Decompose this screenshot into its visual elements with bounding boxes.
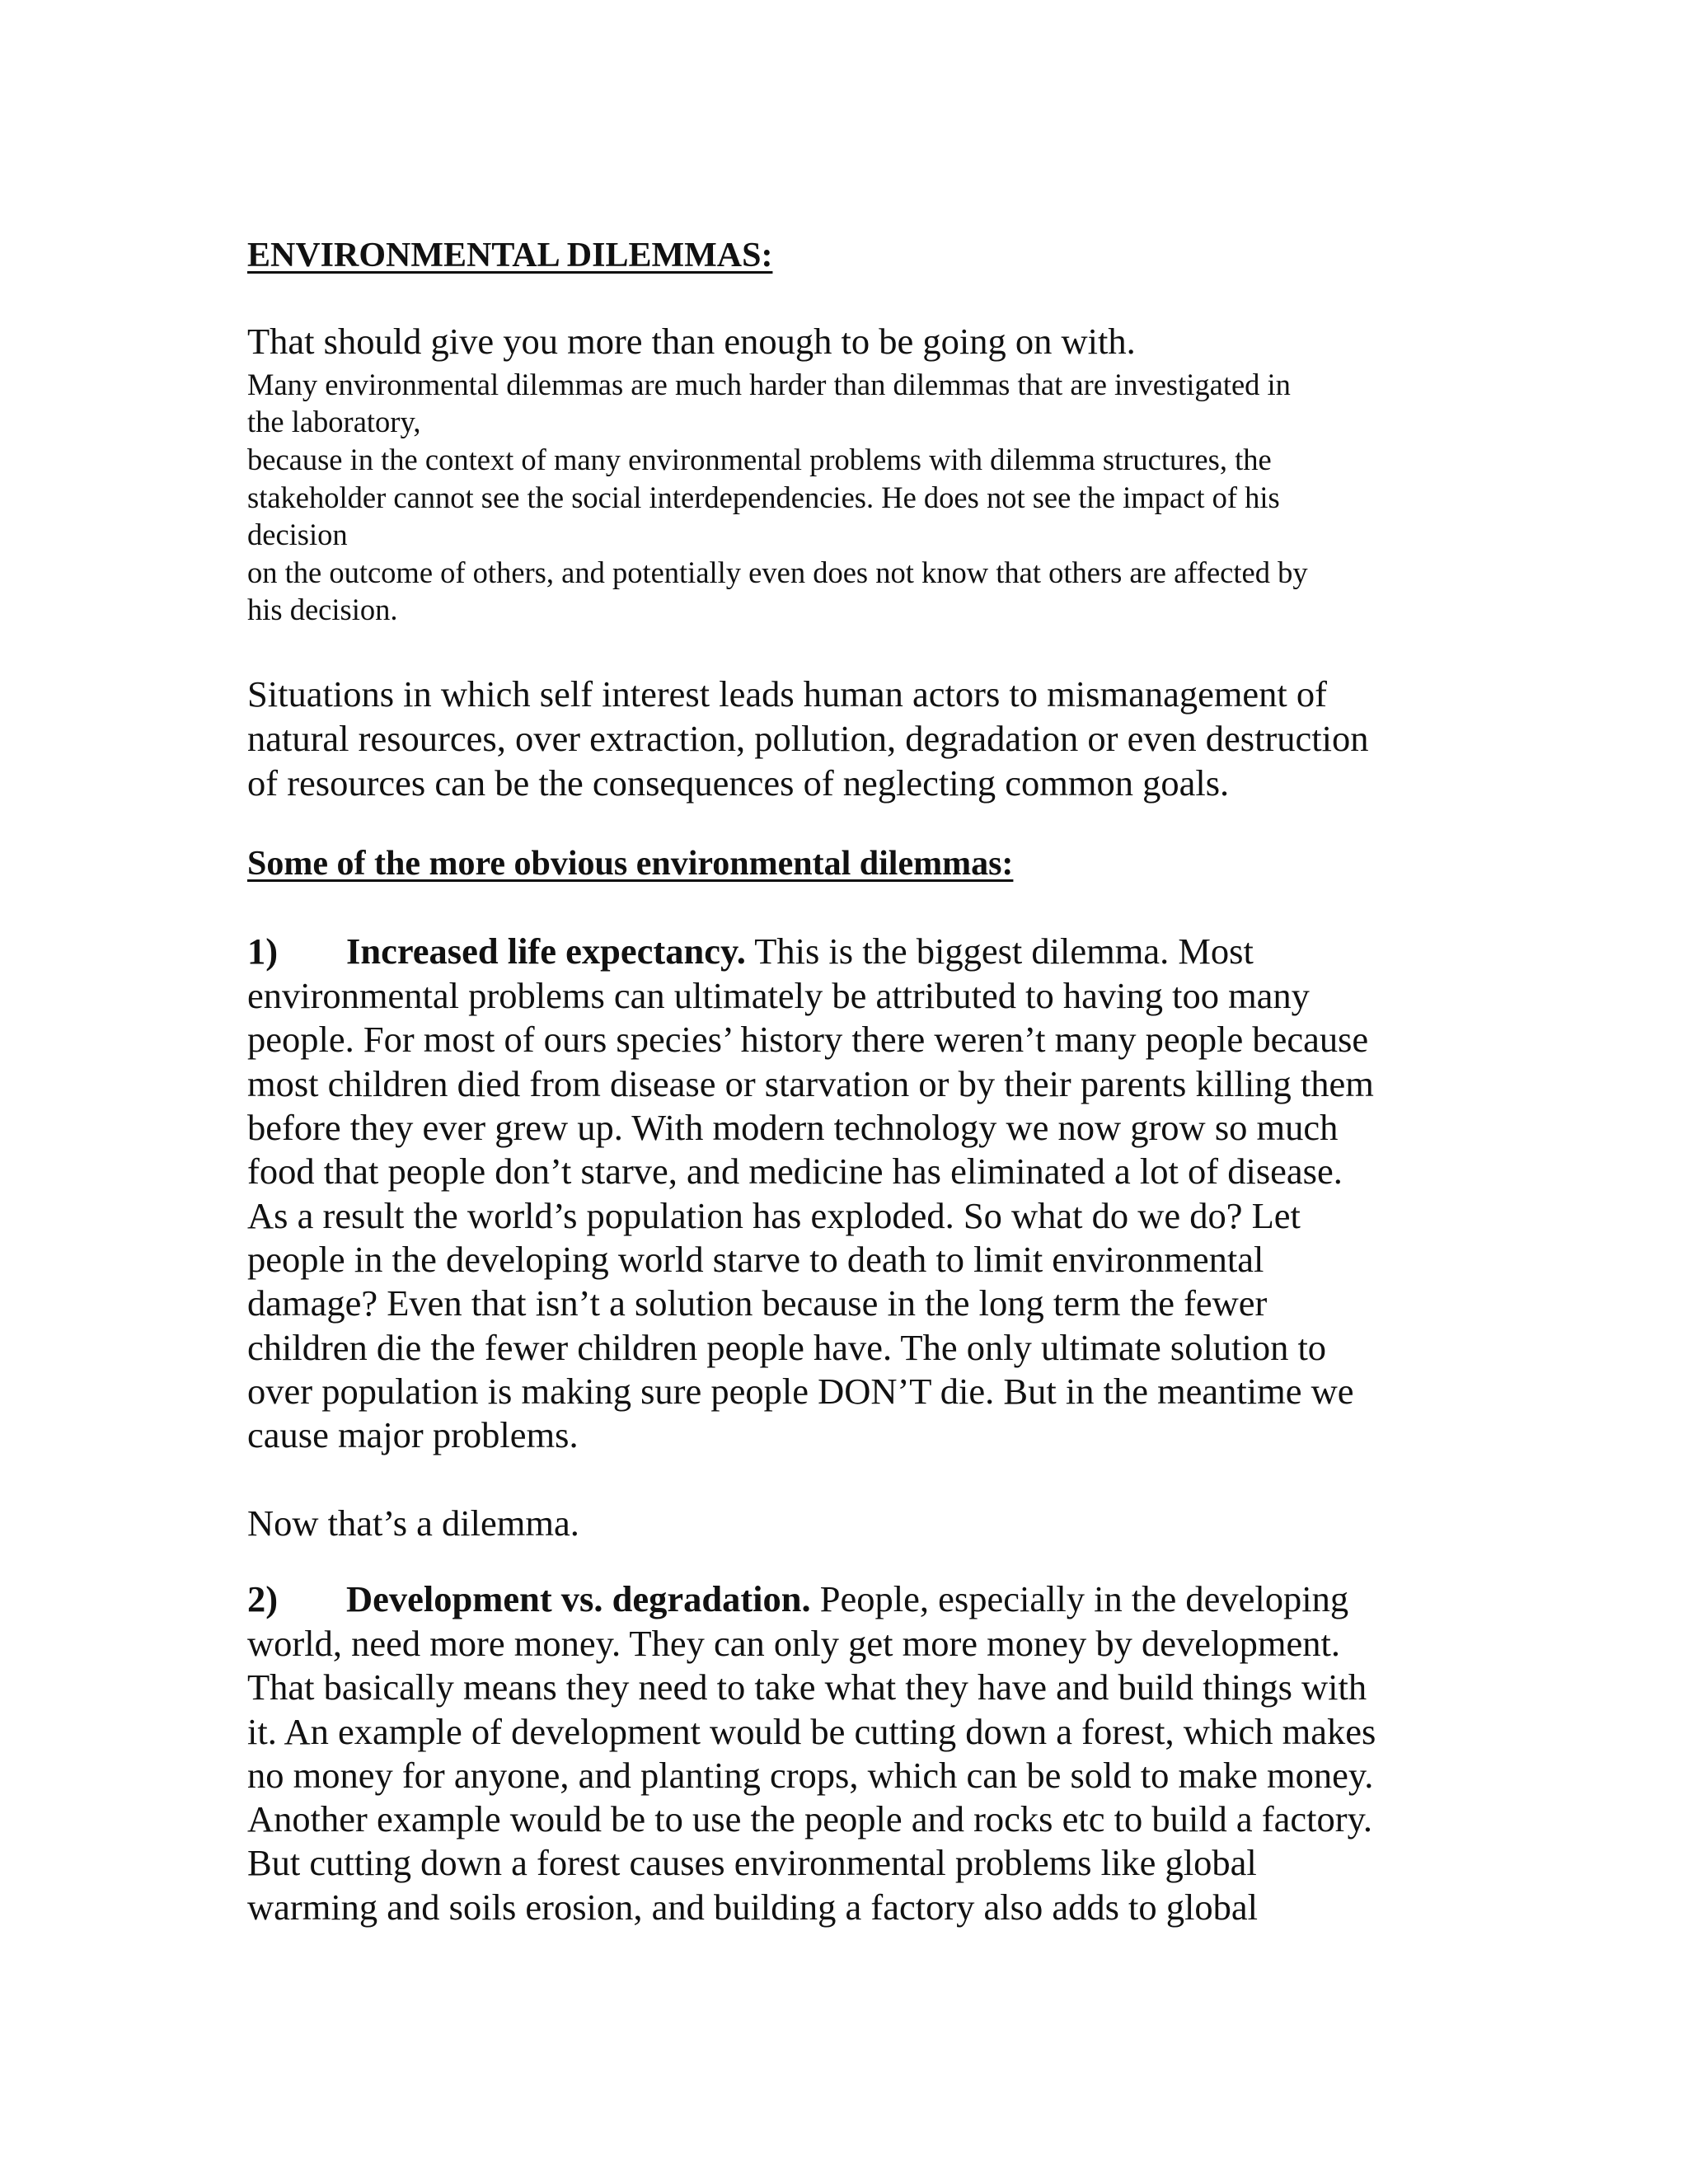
item-2-line: it. An example of development would be cutting down a forest, which makes [247, 1711, 1376, 1752]
item-1-line: cause major problems. [247, 1414, 579, 1455]
item-1-lead: Increased life expectancy. [346, 930, 746, 972]
item-1-first-line [247, 930, 1254, 972]
item-1-first-line-rest: This is the biggest dilemma. Most [745, 930, 1254, 972]
item-2-lead: Development vs. degradation. [346, 1578, 811, 1619]
intro-text-line: Many environmental dilemmas are much harder than dilemmas that are investigated in [247, 368, 1291, 401]
item-1-line: children die the fewer children people have. The only ultimate solution to [247, 1327, 1327, 1368]
item-1-line: over population is making sure people DON’T die. But in the meantime we [247, 1371, 1354, 1412]
item-1-line: people in the developing world starve to death to limit environmental [247, 1239, 1264, 1280]
situations-line: Situations in which self interest leads human actors to mismanagement of [247, 673, 1327, 715]
item-1-line: food that people don’t starve, and medicine has eliminated a lot of disease. [247, 1151, 1343, 1192]
section-heading: Some of the more obvious environmental dilemmas: [247, 845, 1014, 883]
item-2-line: That basically means they need to take what they have and build things with [247, 1666, 1367, 1708]
intro-text-line: on the outcome of others, and potentially even does not know that others are affected by [247, 555, 1308, 589]
item-2-line: But cutting down a forest causes environmental problems like global [247, 1842, 1257, 1883]
intro-sentence: That should give you more than enough to be going on with. [247, 321, 1136, 362]
item-2-line: warming and soils erosion, and building a factory also adds to global [247, 1886, 1258, 1928]
item-2-number: 2) [247, 1578, 279, 1619]
item-1-number: 1) [247, 930, 279, 972]
item-2-line: world, need more money. They can only get more money by development. [247, 1623, 1340, 1664]
item-1-line: most children died from disease or starvation or by their parents killing them [247, 1063, 1374, 1104]
item-1-line: As a result the world’s population has exploded. So what do we do? Let [247, 1195, 1301, 1236]
intro-text-line: the laboratory, [247, 405, 421, 438]
item-2-first-line [247, 1577, 1348, 1620]
item-1-line: damage? Even that isn’t a solution because in the long term the fewer [247, 1282, 1268, 1324]
document-title: ENVIRONMENTAL DILEMMAS: [247, 237, 773, 274]
item-1-line: environmental problems can ultimately be attributed to having too many [247, 975, 1310, 1016]
intro-text-line: stakeholder cannot see the social interdependencies. He does not see the impact of his [247, 480, 1280, 514]
item-1-line: people. For most of ours species’ history there weren’t many people because [247, 1019, 1369, 1060]
item-2-first-line-rest: People, especially in the developing [810, 1578, 1349, 1619]
item-2-line: no money for anyone, and planting crops, which can be sold to make money. [247, 1755, 1374, 1796]
situations-line: of resources can be the consequences of neglecting common goals. [247, 762, 1230, 804]
intro-text-line: because in the context of many environmental problems with dilemma structures, the [247, 443, 1272, 476]
item-1-line: before they ever grew up. With modern technology we now grow so much [247, 1107, 1339, 1148]
remark-text: Now that’s a dilemma. [247, 1502, 579, 1544]
item-2-line: Another example would be to use the people and rocks etc to build a factory. [247, 1798, 1373, 1840]
intro-text-line: decision [247, 518, 348, 551]
intro-text-line: his decision. [247, 593, 398, 626]
situations-line: natural resources, over extraction, pollution, degradation or even destruction [247, 718, 1369, 759]
